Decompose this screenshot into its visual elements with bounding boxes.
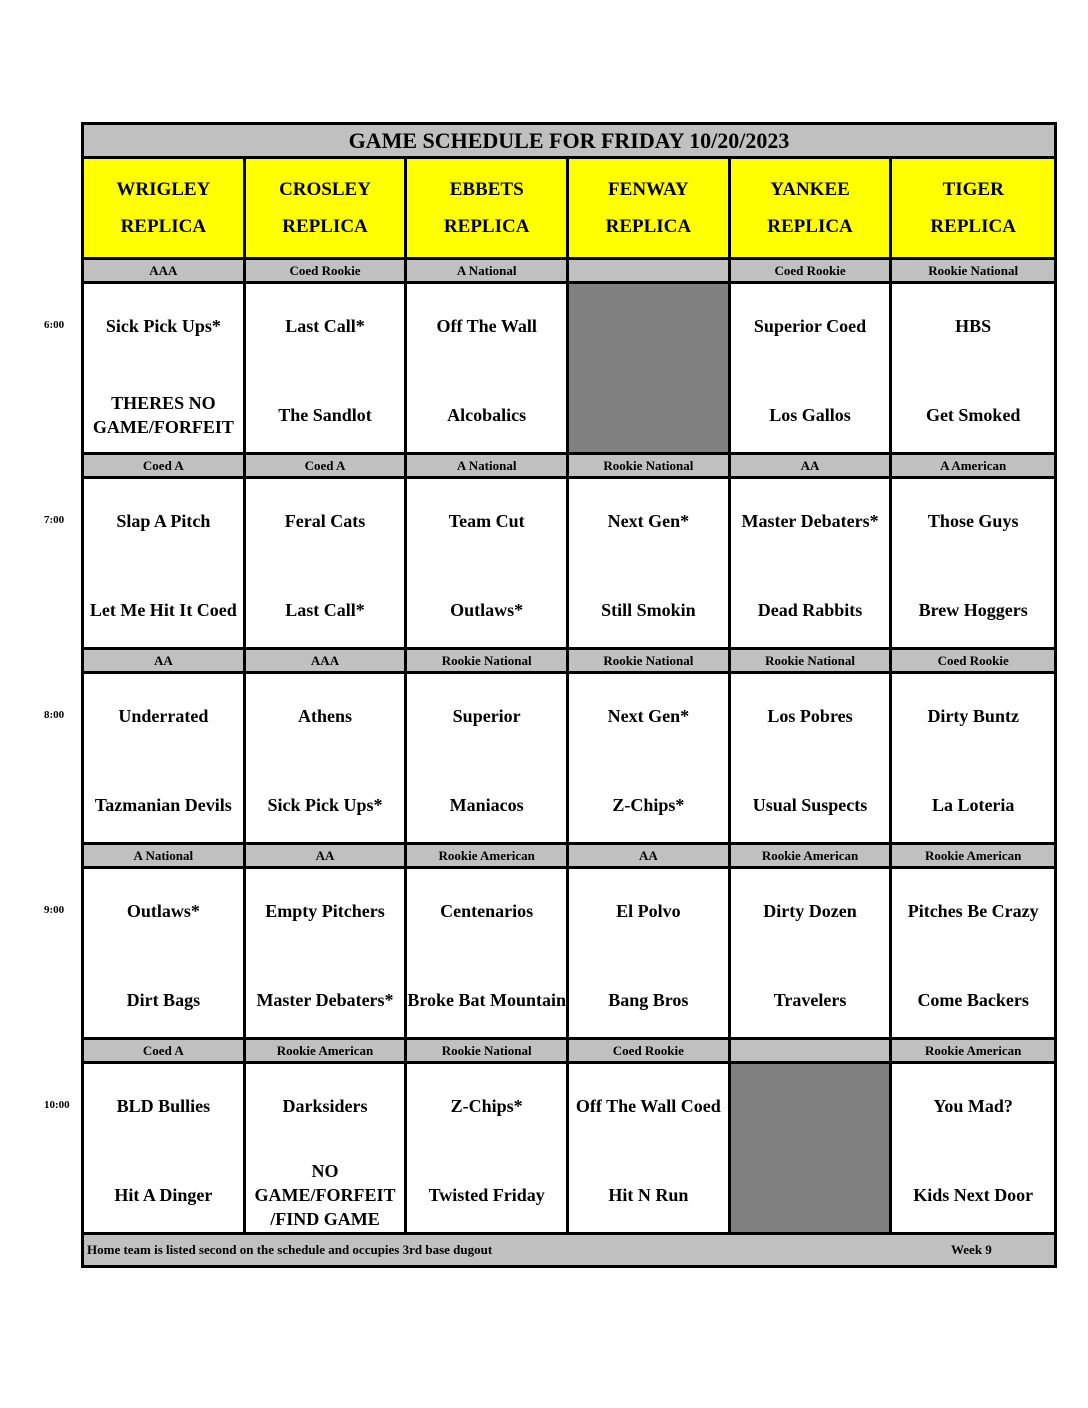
away-team: Outlaws*	[126, 901, 200, 921]
home-team: The Sandlot	[278, 405, 372, 425]
game-cell	[246, 674, 408, 845]
game-cell	[731, 869, 893, 1040]
division-label: A American	[892, 455, 1054, 479]
division-label	[569, 260, 731, 284]
time-slot-block	[84, 1040, 1054, 1235]
division-label: Rookie National	[569, 650, 731, 674]
park-header-wrigley	[84, 159, 246, 260]
week-label: Week 9	[951, 1242, 992, 1257]
division-label: A National	[407, 260, 569, 284]
away-team: Next Gen*	[607, 511, 690, 531]
time-label: 6:00	[44, 319, 65, 331]
home-team: Alcobalics	[447, 405, 527, 425]
away-team: Off The Wall Coed	[575, 1096, 721, 1116]
division-row	[84, 845, 1054, 869]
home-team: THERES NO GAME/FORFEIT	[92, 393, 234, 437]
game-cell	[84, 869, 246, 1040]
home-team: Dead Rabbits	[757, 600, 863, 620]
home-team: La Loteria	[931, 795, 1015, 815]
game-cell	[731, 284, 893, 455]
division-label: Coed Rookie	[569, 1040, 731, 1064]
away-team: Off The Wall	[436, 316, 537, 336]
away-team: Dirty Buntz	[927, 706, 1019, 726]
park-header-ebbets	[407, 159, 569, 260]
home-team: Usual Suspects	[752, 795, 868, 815]
park-header-crosley	[246, 159, 408, 260]
home-team: Twisted Friday	[428, 1185, 545, 1205]
game-cell	[246, 869, 408, 1040]
park-header-fenway	[569, 159, 731, 260]
game-cell	[246, 1064, 408, 1235]
division-label: Coed A	[246, 455, 408, 479]
home-team: Z-Chips*	[612, 795, 685, 815]
game-cell	[407, 674, 569, 845]
game-cell	[84, 479, 246, 650]
home-team: Let Me Hit It Coed	[89, 600, 237, 620]
away-team: Dirty Dozen	[763, 901, 857, 921]
division-label: Rookie American	[407, 845, 569, 869]
park-name: FENWAY	[608, 179, 689, 200]
division-label: A National	[407, 455, 569, 479]
division-label: Coed Rookie	[246, 260, 408, 284]
home-team: Outlaws*	[450, 600, 524, 620]
division-label: Coed A	[84, 455, 246, 479]
footer-note: Home team is listed second on the schedule and occupies 3rd base dugout	[87, 1242, 493, 1257]
division-label: Rookie National	[407, 1040, 569, 1064]
park-name: WRIGLEY	[116, 179, 211, 200]
game-cell	[84, 284, 246, 455]
division-label: Coed Rookie	[892, 650, 1054, 674]
empty-game-cell	[569, 284, 731, 455]
division-label: AA	[84, 650, 246, 674]
division-label: Rookie National	[569, 455, 731, 479]
away-team: Next Gen*	[607, 706, 690, 726]
game-row	[84, 479, 1054, 650]
division-label: Rookie American	[246, 1040, 408, 1064]
game-cell	[569, 479, 731, 650]
game-cell	[731, 479, 893, 650]
time-slot-block	[84, 845, 1054, 1040]
away-team: Team Cut	[448, 511, 525, 531]
game-cell	[892, 869, 1054, 1040]
away-team: Superior	[452, 706, 521, 726]
home-team: Broke Bat Mountain	[407, 990, 567, 1010]
away-team: Sick Pick Ups*	[105, 316, 221, 336]
division-label: Rookie American	[892, 845, 1054, 869]
away-team: Underrated	[118, 706, 209, 726]
park-sub: REPLICA	[605, 216, 692, 237]
game-cell	[569, 869, 731, 1040]
game-cell	[84, 1064, 246, 1235]
game-row	[84, 674, 1054, 845]
game-cell	[407, 284, 569, 455]
away-team: Master Debaters*	[741, 511, 879, 531]
home-team: Los Gallos	[769, 405, 851, 425]
away-team: Darksiders	[282, 1096, 368, 1116]
away-team: Pitches Be Crazy	[907, 901, 1039, 921]
home-team: Last Call*	[285, 600, 365, 620]
away-team: Feral Cats	[284, 511, 366, 531]
game-row	[84, 1064, 1054, 1235]
division-label: Rookie National	[731, 650, 893, 674]
home-team: Tazmanian Devils	[94, 795, 232, 815]
time-slot-block	[84, 650, 1054, 845]
division-label: AA	[731, 455, 893, 479]
away-team: Last Call*	[285, 316, 365, 336]
time-label: 8:00	[44, 709, 65, 721]
away-team: Slap A Pitch	[116, 511, 211, 531]
game-cell	[569, 674, 731, 845]
division-label: AA	[569, 845, 731, 869]
away-team: Superior Coed	[753, 316, 867, 336]
park-sub: REPLICA	[120, 216, 207, 237]
away-team: El Polvo	[616, 901, 681, 921]
division-label: Coed A	[84, 1040, 246, 1064]
park-sub: REPLICA	[767, 216, 853, 237]
division-label: Rookie National	[892, 260, 1054, 284]
division-label: AAA	[246, 650, 408, 674]
division-label: Rookie National	[407, 650, 569, 674]
empty-game-cell	[731, 1064, 893, 1235]
home-team: Get Smoked	[925, 405, 1021, 425]
park-name: TIGER	[942, 179, 1004, 200]
home-team: Bang Bros	[608, 990, 689, 1010]
time-label: 10:00	[44, 1099, 70, 1111]
away-team: BLD Bullies	[116, 1096, 211, 1116]
home-team: Sick Pick Ups*	[267, 795, 383, 815]
away-team: Z-Chips*	[450, 1096, 523, 1116]
division-label: Rookie American	[892, 1040, 1054, 1064]
division-label: AAA	[84, 260, 246, 284]
game-cell	[731, 674, 893, 845]
game-cell	[407, 869, 569, 1040]
park-sub: REPLICA	[443, 216, 530, 237]
time-slot-block	[84, 260, 1054, 455]
division-row	[84, 260, 1054, 284]
division-label: AA	[246, 845, 408, 869]
away-team: Empty Pitchers	[265, 901, 385, 921]
game-cell	[407, 479, 569, 650]
division-label	[731, 1040, 893, 1064]
home-team: Travelers	[773, 990, 847, 1010]
away-team: Athens	[298, 706, 353, 726]
game-cell	[569, 1064, 731, 1235]
away-team: Centenarios	[440, 901, 534, 921]
home-team: Hit A Dinger	[114, 1185, 213, 1205]
game-cell	[892, 479, 1054, 650]
game-cell	[892, 284, 1054, 455]
park-name: EBBETS	[449, 179, 524, 200]
game-cell	[246, 284, 408, 455]
away-team: HBS	[955, 316, 992, 336]
park-sub: REPLICA	[282, 216, 368, 237]
home-team: Still Smokin	[601, 600, 696, 620]
schedule-footer	[84, 1235, 1054, 1265]
time-slot-block	[84, 455, 1054, 650]
schedule-sheet	[81, 122, 1057, 1268]
home-team: Maniacos	[449, 795, 524, 815]
time-label: 7:00	[44, 514, 65, 526]
home-team: Master Debaters*	[256, 990, 394, 1010]
park-name: YANKEE	[770, 179, 850, 200]
park-header-row	[84, 159, 1054, 260]
game-row	[84, 284, 1054, 455]
park-header-tiger	[892, 159, 1054, 260]
division-row	[84, 455, 1054, 479]
home-team: Dirt Bags	[126, 990, 201, 1010]
time-label: 9:00	[44, 904, 65, 916]
game-cell	[84, 674, 246, 845]
away-team: You Mad?	[933, 1096, 1013, 1116]
game-cell	[246, 479, 408, 650]
park-name: CROSLEY	[279, 179, 371, 200]
home-team: Brew Hoggers	[918, 600, 1028, 620]
park-header-yankee	[731, 159, 893, 260]
park-sub: REPLICA	[930, 216, 1016, 237]
division-row	[84, 650, 1054, 674]
home-team: Hit N Run	[608, 1185, 689, 1205]
game-cell	[892, 1064, 1054, 1235]
away-team: Los Pobres	[767, 706, 853, 726]
game-cell	[892, 674, 1054, 845]
division-label: Coed Rookie	[731, 260, 893, 284]
away-team: Those Guys	[927, 511, 1019, 531]
home-team: Kids Next Door	[913, 1185, 1034, 1205]
division-label: Rookie American	[731, 845, 893, 869]
page-title: GAME SCHEDULE FOR FRIDAY 10/20/2023	[84, 125, 1054, 159]
division-row	[84, 1040, 1054, 1064]
game-row	[84, 869, 1054, 1040]
home-team: Come Backers	[917, 990, 1029, 1010]
division-label: A National	[84, 845, 246, 869]
game-cell	[407, 1064, 569, 1235]
home-team: NO GAME/FORFEIT /FIND GAME	[254, 1161, 396, 1229]
